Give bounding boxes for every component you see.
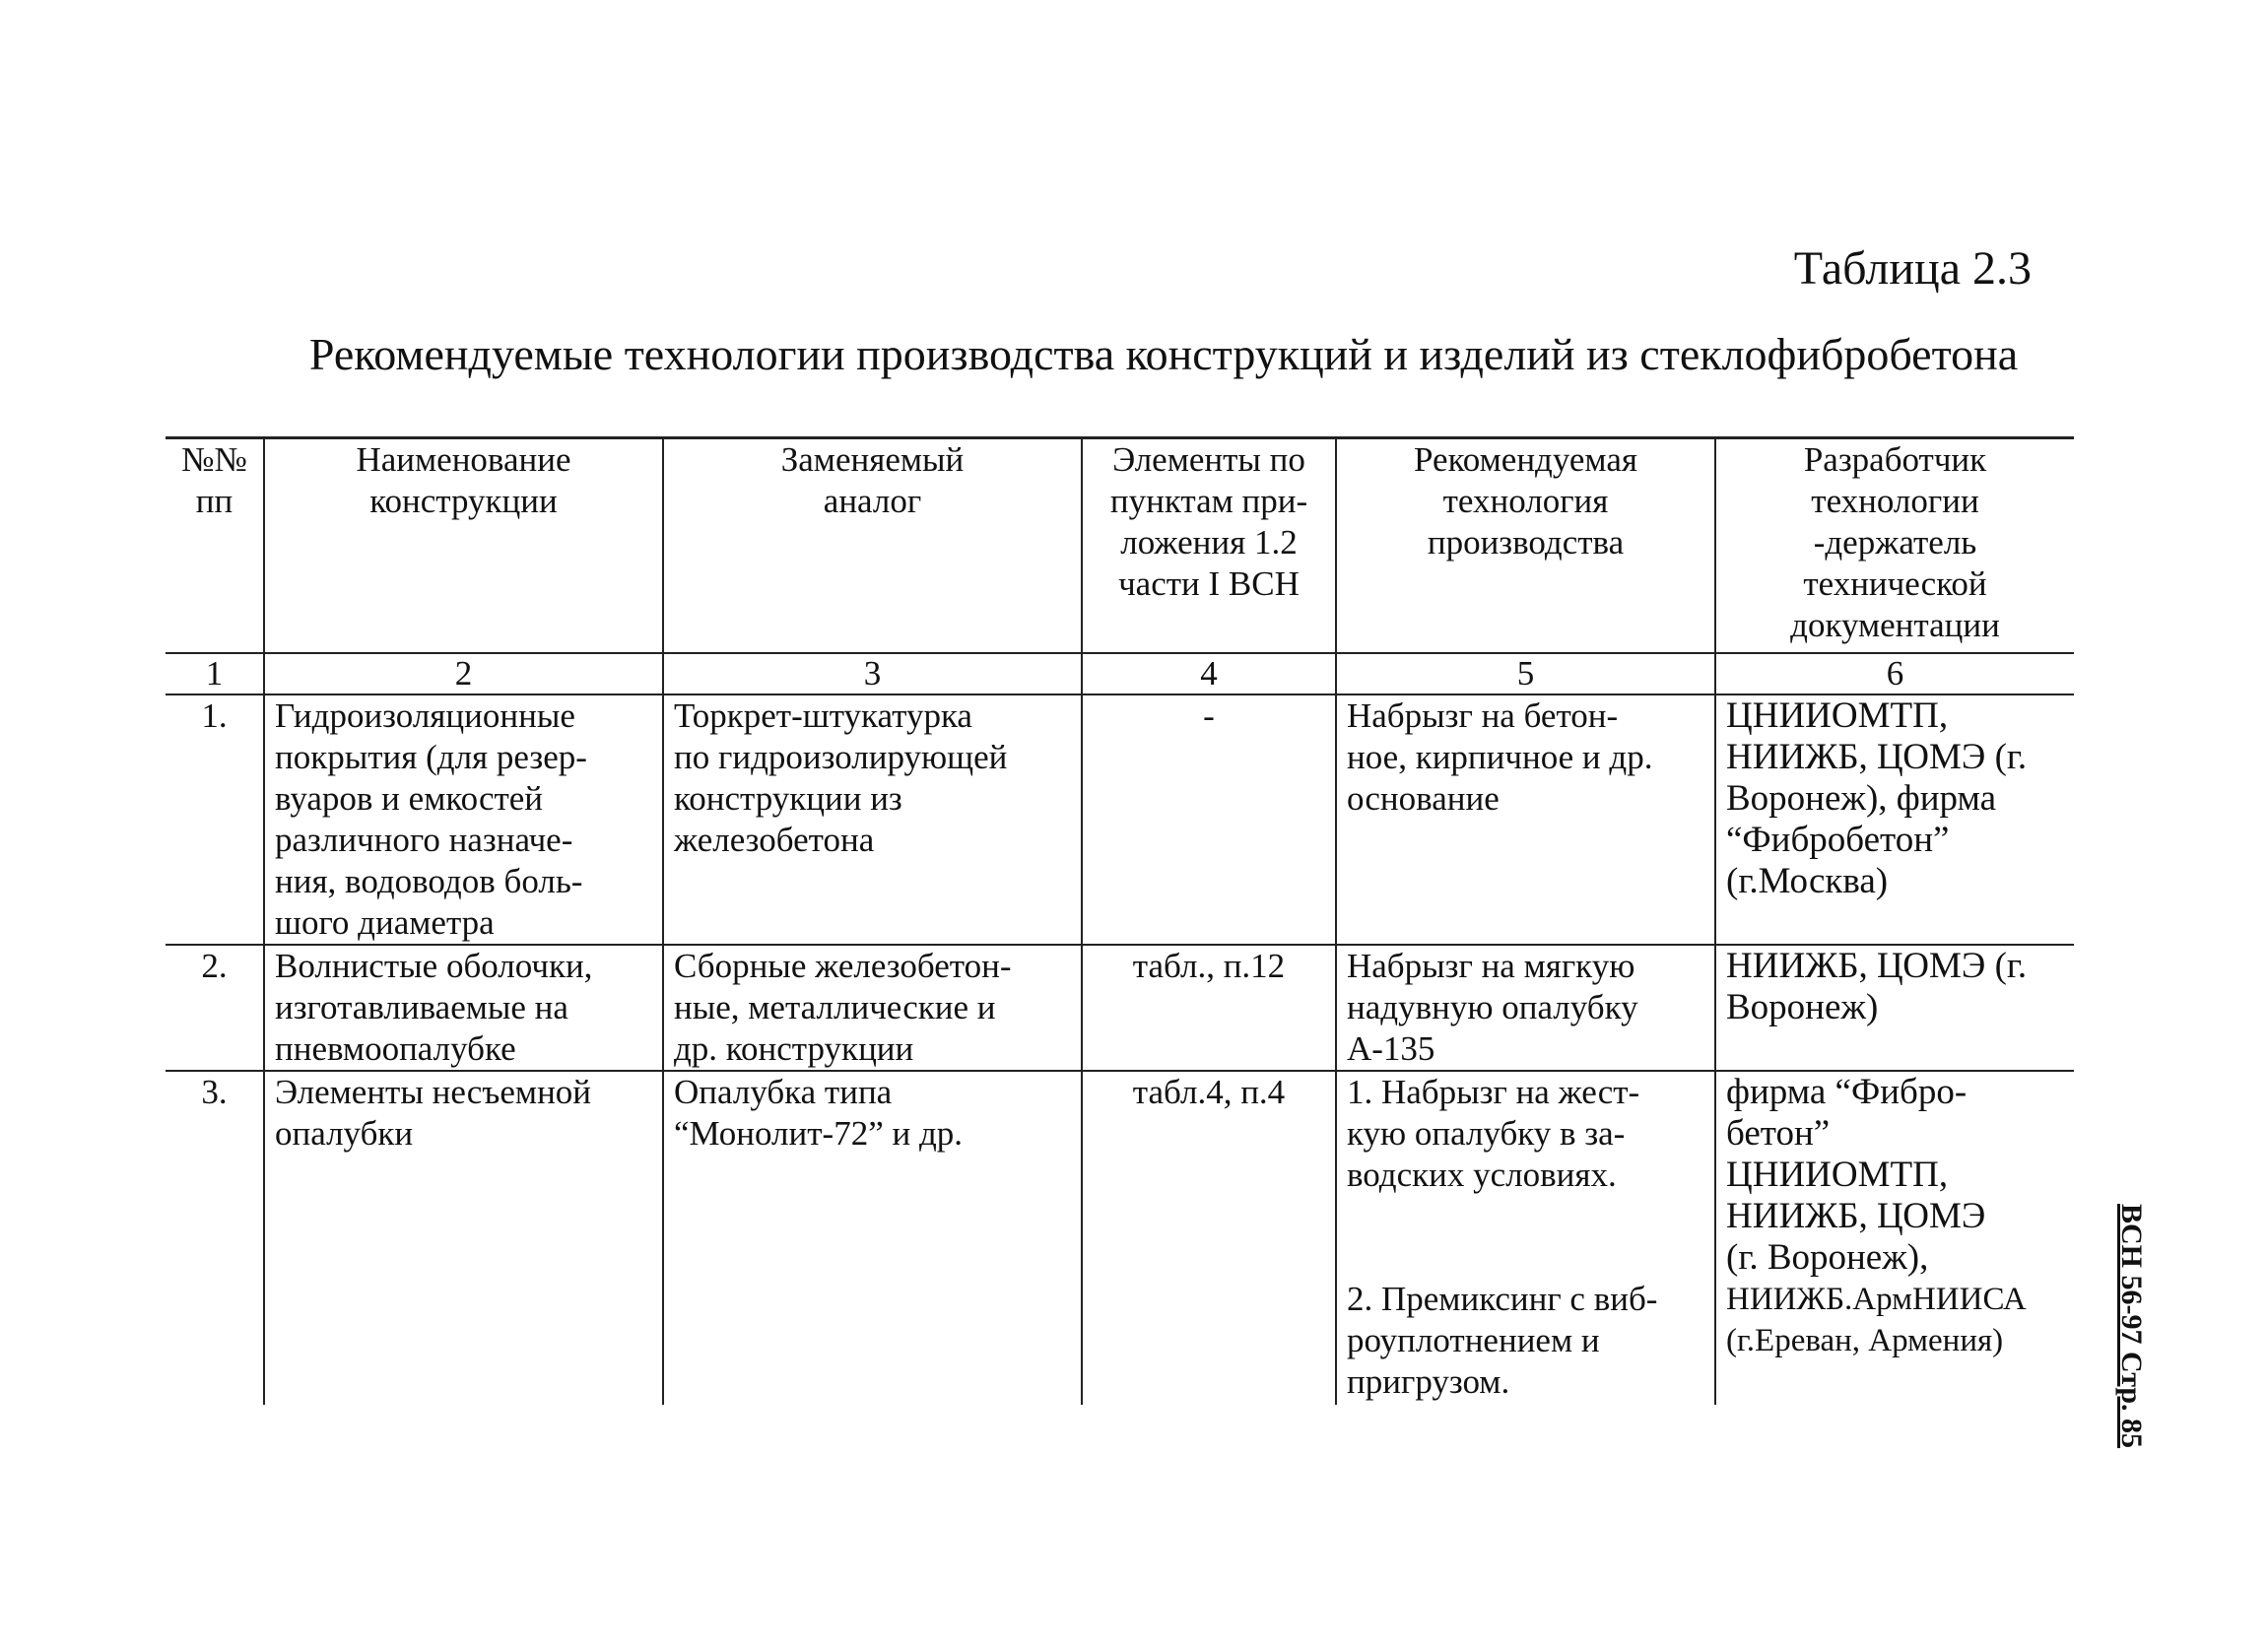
replaced-analog: Сборные железобетон- ные, металлические и др. конструкции	[663, 945, 1082, 1071]
header-row	[166, 438, 2074, 654]
recommended-technology: Набрызг на бетон- ное, кирпичное и др. основание	[1336, 694, 1715, 945]
elements-ref: табл.4, п.4	[1082, 1071, 1336, 1405]
header-replaced-analog: Заменяемый аналог	[663, 438, 1082, 654]
column-number: 2	[264, 653, 663, 694]
elements-ref: -	[1082, 694, 1336, 945]
construction-name: Элементы несъемной опалубки	[264, 1071, 663, 1405]
technology-table	[166, 436, 2074, 1405]
row-number: 2.	[166, 945, 264, 1071]
header-construction-name: Наименование конструкции	[264, 438, 663, 654]
row-number: 1.	[166, 694, 264, 945]
recommended-technology	[1336, 1071, 1715, 1405]
table-title: Рекомендуемые технологии производства конструкций и изделий из стеклофибробетона	[308, 329, 2019, 379]
technology-option-1: 1. Набрызг на жест- кую опалубку в за- водских условиях.	[1347, 1073, 1640, 1194]
header-developer: Разработчик технологии -держатель технической документации	[1715, 438, 2074, 654]
column-number: 5	[1336, 653, 1715, 694]
header-number: №№ пп	[166, 438, 264, 654]
row-number: 3.	[166, 1071, 264, 1405]
developer-group-1: фирма “Фибро- бетон” ЦНИИОМТП, НИИЖБ, ЦОМЭ (г. Воронеж),	[1726, 1072, 1986, 1278]
column-number: 6	[1715, 653, 2074, 694]
column-number: 3	[663, 653, 1082, 694]
construction-name: Волнистые оболочки, изготавливаемые на пневмоопалубке	[264, 945, 663, 1071]
elements-ref: табл., п.12	[1082, 945, 1336, 1071]
developer	[1715, 1071, 2074, 1405]
technology-option-2: 2. Премиксинг с виб- роуплотнением и пригрузом.	[1347, 1280, 1658, 1401]
replaced-analog: Опалубка типа “Монолит-72” и др.	[663, 1071, 1082, 1405]
spacer	[1347, 1196, 1704, 1279]
developer: ЦНИИОМТП, НИИЖБ, ЦОМЭ (г. Воронеж), фирма “Фибробетон” (г.Москва)	[1715, 694, 2074, 945]
header-elements: Элементы по пунктам при- ложения 1.2 части I ВСН	[1082, 438, 1336, 654]
table-row	[166, 694, 2074, 945]
column-number: 4	[1082, 653, 1336, 694]
header-technology: Рекомендуемая технология производства	[1336, 438, 1715, 654]
developer-group-2: НИИЖБ.АрмНИИСА (г.Ереван, Армения)	[1726, 1282, 2027, 1358]
column-number-row	[166, 653, 2074, 694]
column-number: 1	[166, 653, 264, 694]
table-row	[166, 945, 2074, 1071]
developer: НИИЖБ, ЦОМЭ (г. Воронеж)	[1715, 945, 2074, 1071]
table-row	[166, 1071, 2074, 1405]
recommended-technology: Набрызг на мягкую надувную опалубку А-135	[1336, 945, 1715, 1071]
table-number-label: Таблица 2.3	[1793, 242, 2032, 295]
construction-name: Гидроизоляционные покрытия (для резер- вуаров и емкостей различного назначе- ния, водоводов боль- шого диаметра	[264, 694, 663, 945]
replaced-analog: Торкрет-штукатурка по гидроизолирующей конструкции из железобетона	[663, 694, 1082, 945]
page-reference-note: ВСН 56-97 Стр. 85	[2115, 1204, 2148, 1449]
